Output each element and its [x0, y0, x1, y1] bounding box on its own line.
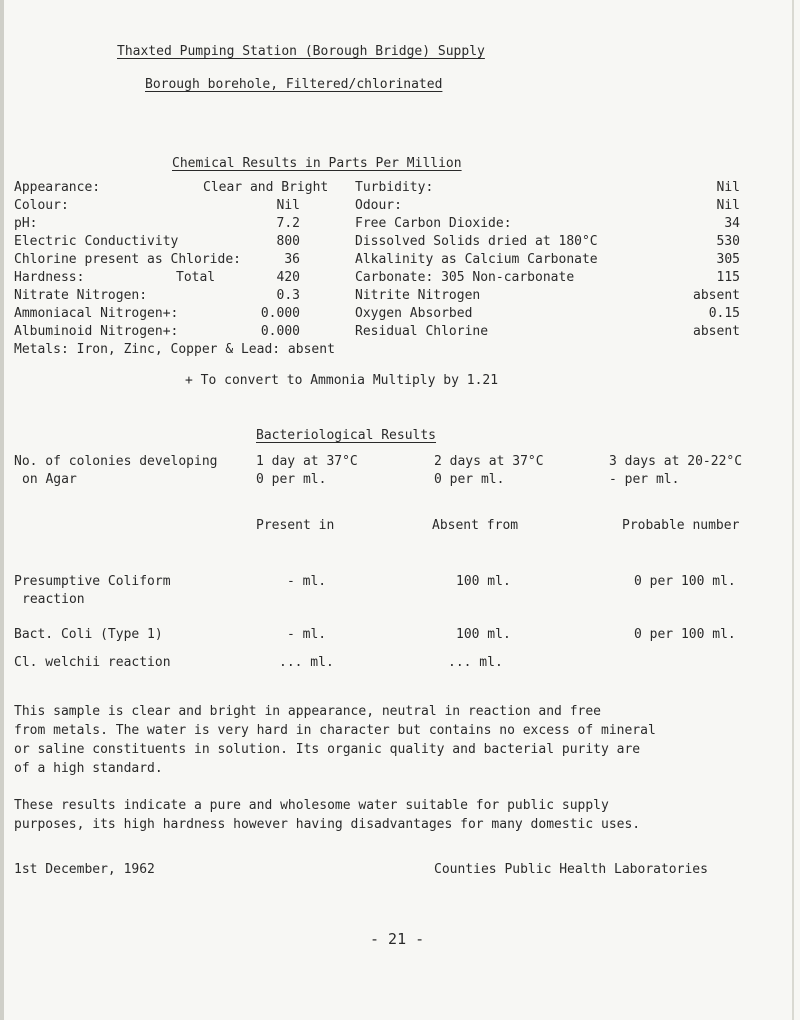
chem-left-label: Chlorine present as Chloride: [14, 252, 241, 267]
colonies-head-2days: 2 days at 37°C [434, 454, 544, 469]
chem-left-mid: Total [176, 270, 216, 285]
chem-right-value: 115 [716, 270, 740, 285]
colonies-value-1day: 0 per ml. [256, 472, 327, 487]
summary-paragraph: This sample is clear and bright in appearance, neutral in reaction and free from metals. The water is very hard in character but contains no excess of mineral or saline constituents in solution. Its organic quality and bacterial purity are of a high standard. [14, 704, 656, 776]
chem-right-label: Alkalinity as Calcium Carbonate [355, 252, 598, 267]
chem-right-value: absent [693, 324, 740, 339]
chem-left-value: 7.2 [276, 216, 300, 231]
chem-left-label: Nitrate Nitrogen: [14, 288, 148, 303]
colonies-value-2days: 0 per ml. [434, 472, 505, 487]
chem-right-label: Turbidity: [355, 180, 434, 195]
colonies-label: No. of colonies developing [14, 454, 218, 469]
chem-left-mid: Clear and Bright [203, 180, 329, 195]
chem-left-value: 0.000 [260, 324, 300, 339]
chem-left-label: Appearance: [14, 180, 101, 195]
chem-right-label: Oxygen Absorbed [355, 306, 473, 321]
chem-right-label: Residual Chlorine [355, 324, 489, 339]
chem-left-label: pH: [14, 216, 38, 231]
conclusion-paragraph: These results indicate a pure and wholesome water suitable for public supply purposes, its high hardness however having disadvantages for many domestic uses. [14, 798, 641, 832]
column-header-present: Present in [256, 518, 335, 533]
chem-left-label: Electric Conductivity [14, 234, 179, 249]
page-edge-shadow [0, 0, 4, 1020]
chem-right-value: 0.15 [708, 306, 740, 321]
chem-left-value: Nil [276, 198, 300, 213]
chem-left-value: 420 [276, 270, 300, 285]
colonies-head-1day: 1 day at 37°C [256, 454, 358, 469]
chem-left-label: Hardness: [14, 270, 85, 285]
chem-left-value: 36 [284, 252, 300, 267]
chem-right-value: 530 [716, 234, 740, 249]
row-label: Cl. welchii reaction [14, 655, 171, 670]
row-probable: 0 per 100 ml. [634, 627, 736, 642]
chem-right-value: absent [693, 288, 740, 303]
chem-left-label: Colour: [14, 198, 69, 213]
chem-right-value: 34 [724, 216, 740, 231]
column-header-probable: Probable number [622, 518, 740, 533]
chem-right-label: Dissolved Solids dried at 180°C [355, 234, 598, 249]
chem-left-value: 800 [276, 234, 300, 249]
chem-right-label: Free Carbon Dioxide: [355, 216, 512, 231]
colonies-label-line2: on Agar [22, 472, 77, 487]
chem-left-value: 0.3 [276, 288, 300, 303]
bacteriological-heading: Bacteriological Results [256, 428, 437, 443]
chem-right-value: Nil [716, 180, 740, 195]
page-number: - 21 - [370, 930, 425, 948]
laboratory-name: Counties Public Health Laboratories [434, 862, 708, 877]
row-label: Presumptive Coliform [14, 574, 171, 589]
chem-left-value: 0.000 [260, 306, 300, 321]
page-edge-line [792, 0, 794, 1020]
report-date: 1st December, 1962 [14, 862, 155, 877]
colonies-value-3days: - per ml. [609, 472, 680, 487]
chemical-heading: Chemical Results in Parts Per Million [172, 156, 462, 171]
colonies-head-3days: 3 days at 20-22°C [609, 454, 743, 469]
column-header-absent: Absent from [432, 518, 519, 533]
chem-left-label: Ammoniacal Nitrogen+: [14, 306, 179, 321]
chem-right-label: Nitrite Nitrogen [355, 288, 481, 303]
row-absent: 100 ml. [456, 574, 511, 589]
row-probable: 0 per 100 ml. [634, 574, 736, 589]
row-present: - ml. [287, 627, 327, 642]
chem-right-value: 305 [716, 252, 740, 267]
row-absent: ... ml. [448, 655, 503, 670]
chem-right-label: Carbonate: 305 Non-carbonate [355, 270, 575, 285]
row-label-line2: reaction [22, 592, 85, 607]
ammonia-note: + To convert to Ammonia Multiply by 1.21 [185, 373, 499, 388]
row-present: - ml. [287, 574, 327, 589]
row-absent: 100 ml. [456, 627, 511, 642]
row-present: ... ml. [279, 655, 334, 670]
chem-right-label: Odour: [355, 198, 402, 213]
chem-left-label: Albuminoid Nitrogen+: [14, 324, 179, 339]
chem-left-label: Metals: Iron, Zinc, Copper & Lead: absent [14, 342, 335, 357]
chem-right-value: Nil [716, 198, 740, 213]
row-label: Bact. Coli (Type 1) [14, 627, 163, 642]
document-title: Thaxted Pumping Station (Borough Bridge) Supply [117, 44, 485, 59]
document-subtitle: Borough borehole, Filtered/chlorinated [145, 77, 443, 92]
